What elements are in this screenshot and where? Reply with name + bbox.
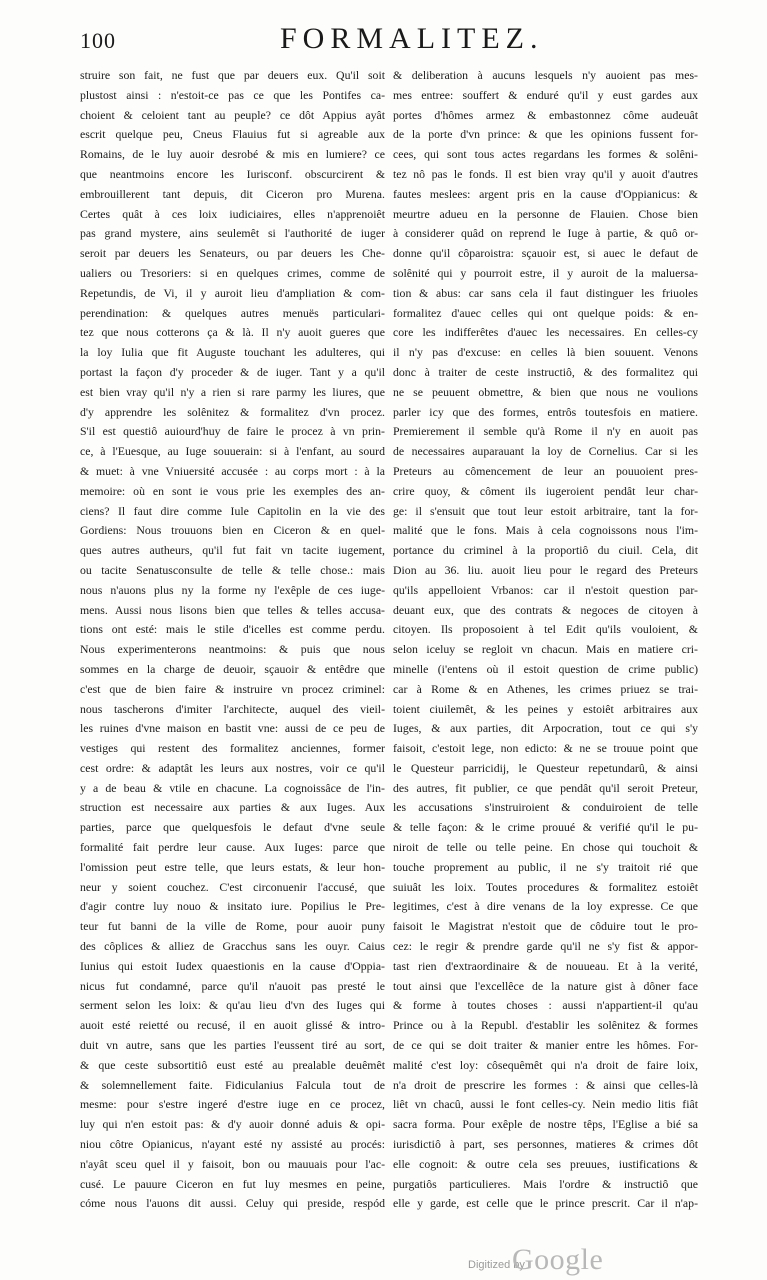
text-line: sacra forma. Pour exêple de nostre têps, l'Eglise a bié sa: [393, 1117, 698, 1132]
text-line: portance du criminel à la proportiô du ciuil. Cela, dit: [393, 543, 698, 558]
text-line: [80, 1214, 385, 1216]
text-line: choient & celoient tant au peuple? ce dôt Appius ayât: [80, 107, 385, 122]
text-line: c'est que de bien faire & instruire vn procez criminel:: [80, 681, 385, 696]
text-line: touche proprement au public, il ne s'y traitoit rié que: [393, 859, 698, 874]
text-line: teur fut banni de la ville de Rome, pour auoir puny: [80, 919, 385, 934]
text-line: des côplices & alliez de Gracchus sans les ouyr. Caius: [80, 939, 385, 954]
text-line: & deliberation à aucuns lesquels n'y auoient pas mes-: [393, 68, 698, 82]
text-line: Premierement il semble qu'à Rome il n'y en auoit pas: [393, 424, 698, 439]
digitized-by-label: Digitized by: [468, 1259, 525, 1271]
text-line: meurtre adueu en la personne de Flauien. Chose bien: [393, 206, 698, 221]
running-title: FORMALITEZ.: [280, 22, 544, 55]
text-line: minelle (i'entens où il estoit question de crime public): [393, 661, 698, 676]
text-line: iurisdictiô à part, ses personnes, matieres & crimes dôt: [393, 1137, 698, 1152]
text-line: embrouillerent tant depuis, dit Ciceron pro Murena.: [80, 186, 385, 201]
text-line: il n'y pas d'excuse: en celles là bien souuent. Venons: [393, 345, 698, 360]
text-line: & forme à toutes choses : aussi n'appartient-il qu'au: [393, 998, 698, 1013]
text-line: struction est necessaire aux parties & aux Iuges. Aux: [80, 800, 385, 815]
text-line: niou côtre Opianicus, n'ayant esté ny assisté au procés:: [80, 1137, 385, 1152]
text-line: ou tacite Senatusconsulte de telle & telle chose.: mais: [80, 562, 385, 577]
text-line: ualiers ou Tresoriers: si en quelques crimes, comme de: [80, 265, 385, 280]
text-line: Iuges, & aux parties, dit Arpocration, tout ce qui s'y: [393, 721, 698, 736]
text-line: les accusations s'instruiroient & conduiroient de telle: [393, 800, 698, 815]
text-line: Gordiens: Nous trouuons bien en Ciceron & en quel-: [80, 523, 385, 538]
text-line: purgatiôs particulieres. Mais l'ordre & instructiô que: [393, 1176, 698, 1191]
text-line: serment selon les loix: & qu'au lieu d'vn des Iuges qui: [80, 998, 385, 1013]
text-line: à considerer quâd on reprend le Iuge à partie, & quô or-: [393, 226, 698, 241]
text-line: & muet: à vne Vniuersité accusée : au corps mort : à la: [80, 463, 385, 478]
text-line: suiuât les loix. Toutes procedures & formalitez estoiêt: [393, 879, 698, 894]
text-line: cusé. Le pauure Ciceron en fut luy mesmes en peine,: [80, 1176, 385, 1191]
text-line: selon iceluy se regloit vn chacun. Mais en matiere cri-: [393, 642, 698, 657]
text-line: legitimes, c'est à dire venans de la loy expresse. Ce que: [393, 899, 698, 914]
google-watermark: [468, 1243, 618, 1277]
text-line: auoit esté reietté ou recusé, il en auoit glissé & intro-: [80, 1018, 385, 1033]
text-line: deuant eux, que des contrats & negoces de citoyen à: [393, 602, 698, 617]
text-line: nous n'auons plus ny la forme ny l'exêple de ces iuge-: [80, 582, 385, 597]
text-line: Romains, de le luy auoir desrobé & mis en lumiere? ce: [80, 147, 385, 162]
text-line: crire quoy, & côment ils iugeroient pendât leur char-: [393, 483, 698, 498]
text-line: solênité qui y pourroit estre, il y auroit de la maluersa-: [393, 265, 698, 280]
text-line: mesme: pour s'estre ingeré d'estre iuge en ce procez,: [80, 1097, 385, 1112]
text-line: faisoit le Magistrat n'estoit que de côduire tout le pro-: [393, 919, 698, 934]
text-line: & telle façon: & le crime prouué & verifié qu'il le pu-: [393, 820, 698, 835]
text-line: perendination: & quelques autres menuës particulari-: [80, 305, 385, 320]
text-line: Nous experimenterons neantmoins: & puis que nous: [80, 642, 385, 657]
text-line: sommes en la charge de deuoir, sçauoir & entêdre que: [80, 661, 385, 676]
text-line: citoyen. Ils proposoient à tel Edit qu'ils vouloient, &: [393, 622, 698, 637]
text-line: tion & abus: car sans cela il faut distinguer les friuoles: [393, 285, 698, 300]
text-line: cest ordre: & adaptât les leurs aux nostres, voir ce qu'il: [80, 760, 385, 775]
text-line: d'y apprendre les solênitez & formalitez d'vn procez.: [80, 404, 385, 419]
text-column-right: [393, 66, 698, 1216]
text-line: la loy Iulia que fit Auguste touchant les adulteres, qui: [80, 345, 385, 360]
text-line: liêt vn chacû, aussi le font celles-cy. Nein medio litis fiât: [393, 1097, 698, 1112]
text-line: plustost ainsi : n'estoit-ce pas ce que les Pontifes ca-: [80, 87, 385, 102]
text-line: niroit de telle ou telle peine. En chose qui touchoit &: [393, 840, 698, 855]
text-line: malité que le fons. Mais à cela cognoissons nous l'im-: [393, 523, 698, 538]
text-line: ge: il s'ensuit que tout leur estoit arbitraire, tant la for-: [393, 503, 698, 518]
text-line: d'agir contre luy nouo & insitato iure. Popilius le Pre-: [80, 899, 385, 914]
text-line: elle cognoit: & outre cela ses preuues, iustifications &: [393, 1156, 698, 1171]
text-line: duit vn autre, sans que les parties l'eussent tiré au sort,: [80, 1038, 385, 1053]
text-line: portes d'hômes armez & embastonnez côme audeuât: [393, 107, 698, 122]
text-line: [393, 1214, 698, 1216]
text-line: elle y garde, est celle que le prince prescrit. Car il n'ap-: [393, 1196, 698, 1211]
text-line: faisoit, c'estoit lege, non edicto: & ne se trouue point que: [393, 741, 698, 756]
text-line: Dion au 36. liu. auoit lieu pour le regard des Preteurs: [393, 562, 698, 577]
text-line: formalitez d'auec celles qui ont quelque poids: & en-: [393, 305, 698, 320]
text-line: Repetundis, de Vi, il y auroit lieu d'ampliation & com-: [80, 285, 385, 300]
text-line: cóme nous l'auons dit aussi. Celuy qui preside, respód: [80, 1196, 385, 1211]
text-line: parler icy que des formes, entrôs toutesfois en matiere.: [393, 404, 698, 419]
text-line: tions ont esté: mais le stile d'icelles est comme perdu.: [80, 622, 385, 637]
text-line: qu'ils appelloient Vrbanos: car il n'estoit question par-: [393, 582, 698, 597]
text-line: ne se peuuent obmettre, & bien que nous ne voulions: [393, 384, 698, 399]
text-line: de la porte d'vn prince: & que les opinions fussent for-: [393, 127, 698, 142]
text-line: de ce qui se doit traiter & manier entre les hômes. For-: [393, 1038, 698, 1053]
text-line: tast rien d'extraordinaire & de nouueau. Et à la verité,: [393, 958, 698, 973]
text-line: y a de beau & vtile en chacune. La cognoissâce de l'in-: [80, 780, 385, 795]
text-line: de necessaires auparauant la loy de Cornelius. Car si les: [393, 444, 698, 459]
page-number: 100: [80, 28, 116, 53]
text-line: seroit par deuers les Senateurs, ou par deuers les Che-: [80, 246, 385, 261]
text-line: Certes quât à ces loix iudiciaires, elles n'apprenoiêt: [80, 206, 385, 221]
text-line: memoire: où en sont ie vous prie les exemples des an-: [80, 483, 385, 498]
text-line: ques autres autheurs, qu'il fut fait vn tacite iugement,: [80, 543, 385, 558]
text-line: mes entree: souffert & enduré qu'il y eust gardes aux: [393, 87, 698, 102]
text-line: struire son fait, ne fust que par deuers eux. Qu'il soit: [80, 68, 385, 82]
text-line: Preteurs au cômencement de leur an pouuoient pres-: [393, 463, 698, 478]
text-line: car à Rome & en Athenes, les crimes priuez se trai-: [393, 681, 698, 696]
text-line: Iunius qui estoit Iudex quaestionis en la cause d'Oppia-: [80, 958, 385, 973]
text-line: luy qui n'en estoit pas: & d'y auoir donné aduis & opi-: [80, 1117, 385, 1132]
text-line: mens. Aussi nous lisons bien que telles & telles accusa-: [80, 602, 385, 617]
text-line: cez: le regir & prendre garde qu'il ne s'y fist & appor-: [393, 939, 698, 954]
google-logo: Google: [512, 1243, 604, 1276]
text-line: escrit quelque peu, Cneus Flauius fut si agreable aux: [80, 127, 385, 142]
text-line: vestiges qui restent des formalitez anciennes, former: [80, 741, 385, 756]
page-header: [80, 22, 700, 66]
text-line: malité c'est loy: côsequêmêt qui n'a droit de faire loix,: [393, 1057, 698, 1072]
text-line: donne qu'il côparoistra: sçauoir est, si auec le defaut de: [393, 246, 698, 261]
text-line: tout ainsi que l'excellêce de la nature gist à dôner face: [393, 978, 698, 993]
text-line: formalité fait perdre leur cause. Aux Iuges: parce que: [80, 840, 385, 855]
text-line: neur y soient couchez. C'est circonuenir l'accusé, que: [80, 879, 385, 894]
text-line: nous tascherons d'imiter l'architecte, auquel des vieil-: [80, 701, 385, 716]
text-line: est bien vray qu'il n'y a rien si rare parmy les liures, que: [80, 384, 385, 399]
text-line: donc à traiter de ceste instructiô, & des formalitez qui: [393, 364, 698, 379]
text-line: tez nô pas le fonds. Il est bien vray qu'il y auoit d'autres: [393, 166, 698, 181]
text-line: cees, qui sont tous actes regardans les formes & solêni-: [393, 147, 698, 162]
text-line: Prince ou à la Republ. d'establir les solênitez & formes: [393, 1018, 698, 1033]
text-line: pas grand mystere, ains seulemêt si l'authorité de iuger: [80, 226, 385, 241]
text-line: n'a droit de prescrire les formes : & ainsi que celles-là: [393, 1077, 698, 1092]
text-line: toient ciuilemêt, & les peines y estoiêt arbitraires aux: [393, 701, 698, 716]
text-line: que neantmoins encore les Iurisconf. obscurcirent &: [80, 166, 385, 181]
text-line: core les indifferêtes d'auec les necessaires. En celles-cy: [393, 325, 698, 340]
text-line: S'il est questiô auiourd'huy de faire le procez à vn prin-: [80, 424, 385, 439]
text-line: portast la façon d'y proceder & de iuger. Tant y a qu'il: [80, 364, 385, 379]
text-line: n'ayât sceu quel il y faisoit, bon ou mauuais pour l'ac-: [80, 1156, 385, 1171]
text-line: & solemnellement faite. Fidiculanius Falcula tout de: [80, 1077, 385, 1092]
text-line: tez que nous cotterons ça & là. Il n'y auoit gueres que: [80, 325, 385, 340]
text-line: ce, à l'Euesque, au Iuge souuerain: si à l'enfant, au sourd: [80, 444, 385, 459]
text-line: nicus fut condamné, parce qu'il n'auoit pas presté le: [80, 978, 385, 993]
text-line: l'omission peut estre telle, que leurs estats, & leur hon-: [80, 859, 385, 874]
text-line: fautes meslees: argent pris en la cause d'Oppianicus: &: [393, 186, 698, 201]
text-line: des autres, fit publier, ce que pendât qu'il seroit Preteur,: [393, 780, 698, 795]
text-line: parties, parce que quelquesfois le defaut d'vne seule: [80, 820, 385, 835]
text-line: ciens? Il faut dire comme Iule Capitolin en la vie des: [80, 503, 385, 518]
text-column-left: [80, 66, 385, 1216]
text-line: les ruines d'vne maison en bastit vne: aussi de ce peu de: [80, 721, 385, 736]
text-line: & que ceste subsortitiô eust esté au prealable deuêmêt: [80, 1057, 385, 1072]
text-line: le Questeur parricidij, le Questeur repetundarû, & ainsi: [393, 760, 698, 775]
